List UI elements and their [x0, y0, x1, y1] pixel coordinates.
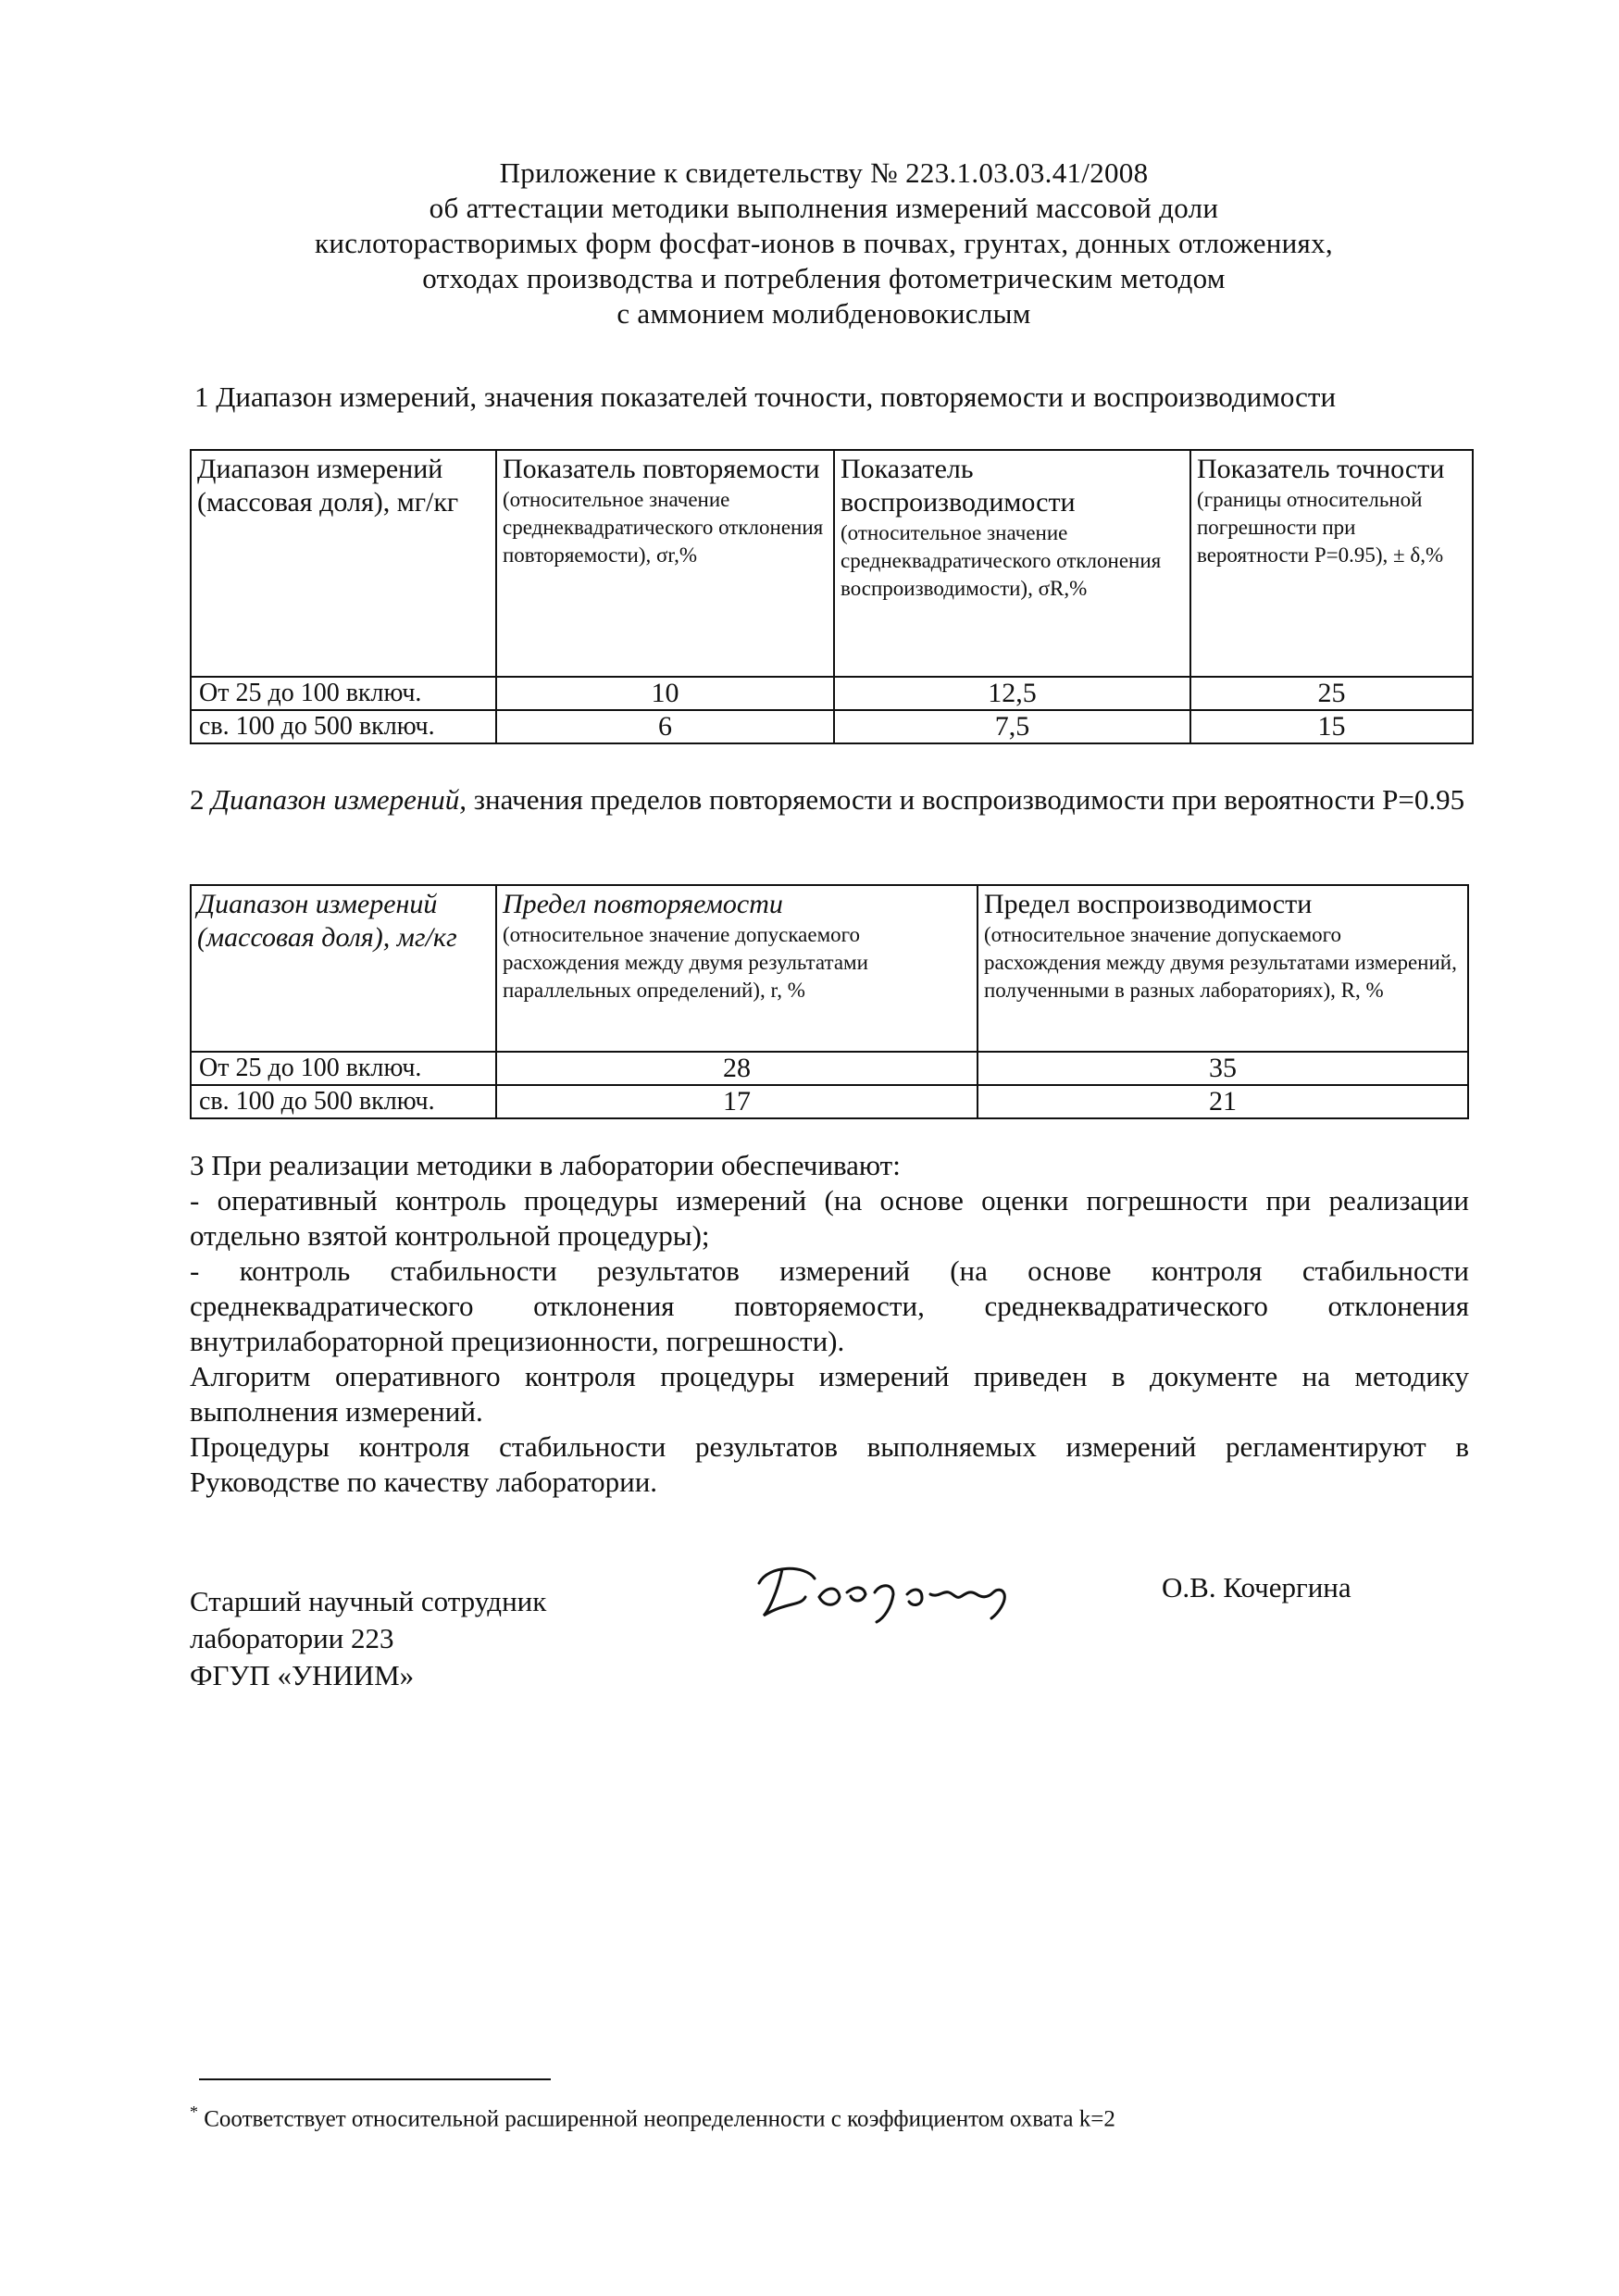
section-1-heading: 1 Диапазон измерений, значения показателей точности, повторяемости и воспроизводимости	[194, 381, 1337, 413]
signatory-name: О.В. Кочергина	[1162, 1571, 1351, 1603]
signatory-position	[190, 1583, 546, 1694]
accuracy-table	[190, 449, 1474, 744]
value-cell: 15	[1190, 710, 1473, 743]
range-cell: св. 100 до 500 включ.	[191, 1085, 496, 1118]
table-row	[191, 1085, 1468, 1118]
header-cell: Диапазон измерений (массовая доля), мг/кг	[191, 450, 496, 677]
section-2-italic: Диапазон измерений,	[211, 783, 467, 816]
title-line: отходах производства и потребления фотометрическим методом	[422, 262, 1226, 294]
header-cell: Показатель повторяемости (относительное значение среднеквадратического отклонения повторяемости), σr,%	[496, 450, 834, 677]
position-line: ФГУП «УНИИМ»	[190, 1659, 415, 1691]
table-header-row	[191, 885, 1468, 1052]
document-title	[185, 156, 1463, 331]
header-cell: Предел воспроизводимости (относительное значение допускаемого расхождения между двумя результатами измерений, полученными в разных лабораториях), R, %	[978, 885, 1468, 1052]
position-line: Старший научный сотрудник	[190, 1585, 547, 1617]
header-cell: Диапазон измерений (массовая доля), мг/кг	[191, 885, 496, 1052]
table-row	[191, 677, 1473, 710]
value-cell: 21	[978, 1085, 1468, 1118]
section-2-heading	[190, 782, 1467, 817]
section-3	[190, 1148, 1469, 1500]
section-2-number: 2	[190, 783, 205, 816]
table-row	[191, 710, 1473, 743]
range-cell: От 25 до 100 включ.	[191, 1052, 496, 1085]
paragraph: Алгоритм оперативного контроля процедуры измерений приведен в документе на методику выполнения измерений.	[190, 1360, 1469, 1428]
value-cell: 12,5	[834, 677, 1190, 710]
header-cell: Показатель воспроизводимости (относительное значение среднеквадратического отклонения воспроизводимости), σR,%	[834, 450, 1190, 677]
footnote-divider	[199, 2078, 551, 2080]
title-line: с аммонием молибденовокислым	[616, 297, 1031, 330]
position-line: лаборатории 223	[190, 1622, 394, 1654]
title-line: Приложение к свидетельству № 223.1.03.03.41/2008	[499, 156, 1149, 189]
limits-table	[190, 884, 1469, 1119]
paragraph: Процедуры контроля стабильности результатов выполняемых измерений регламентируют в Руководстве по качеству лаборатории.	[190, 1430, 1469, 1498]
value-cell: 35	[978, 1052, 1468, 1085]
paragraph: - оперативный контроль процедуры измерений (на основе оценки погрешности при реализации отдельно взятой контрольной процедуры);	[190, 1184, 1469, 1252]
value-cell: 17	[496, 1085, 978, 1118]
header-cell: Предел повторяемости (относительное значение допускаемого расхождения между двумя результатами параллельных определений), r, %	[496, 885, 978, 1052]
value-cell: 10	[496, 677, 834, 710]
paragraph: - контроль стабильности результатов измерений (на основе контроля стабильности среднеквадратического отклонения повторяемости, среднеквадратического отклонения внутрилабораторной прецизионности, погрешности).	[190, 1254, 1469, 1357]
value-cell: 7,5	[834, 710, 1190, 743]
footnote	[190, 2097, 1115, 2134]
section-2-rest: значения пределов повторяемости и воспроизводимости при вероятности P=0.95	[473, 783, 1465, 816]
range-cell: св. 100 до 500 включ.	[191, 710, 496, 743]
handwritten-signature	[750, 1555, 1083, 1634]
title-line: об аттестации методики выполнения измерений массовой доли	[429, 192, 1219, 224]
table-header-row	[191, 450, 1473, 677]
range-cell: От 25 до 100 включ.	[191, 677, 496, 710]
footnote-text: Соответствует относительной расширенной неопределенности с коэффициентом охвата k=2	[204, 2106, 1115, 2132]
footnote-marker: *	[190, 2103, 198, 2121]
title-line: кислоторастворимых форм фосфат-ионов в почвах, грунтах, донных отложениях,	[315, 227, 1333, 259]
header-cell: Показатель точности (границы относительной погрешности при вероятности P=0.95), ± δ,%	[1190, 450, 1473, 677]
signature-icon	[750, 1555, 1083, 1629]
value-cell: 28	[496, 1052, 978, 1085]
value-cell: 25	[1190, 677, 1473, 710]
paragraph: 3 При реализации методики в лаборатории обеспечивают:	[190, 1149, 901, 1181]
table-row	[191, 1052, 1468, 1085]
value-cell: 6	[496, 710, 834, 743]
